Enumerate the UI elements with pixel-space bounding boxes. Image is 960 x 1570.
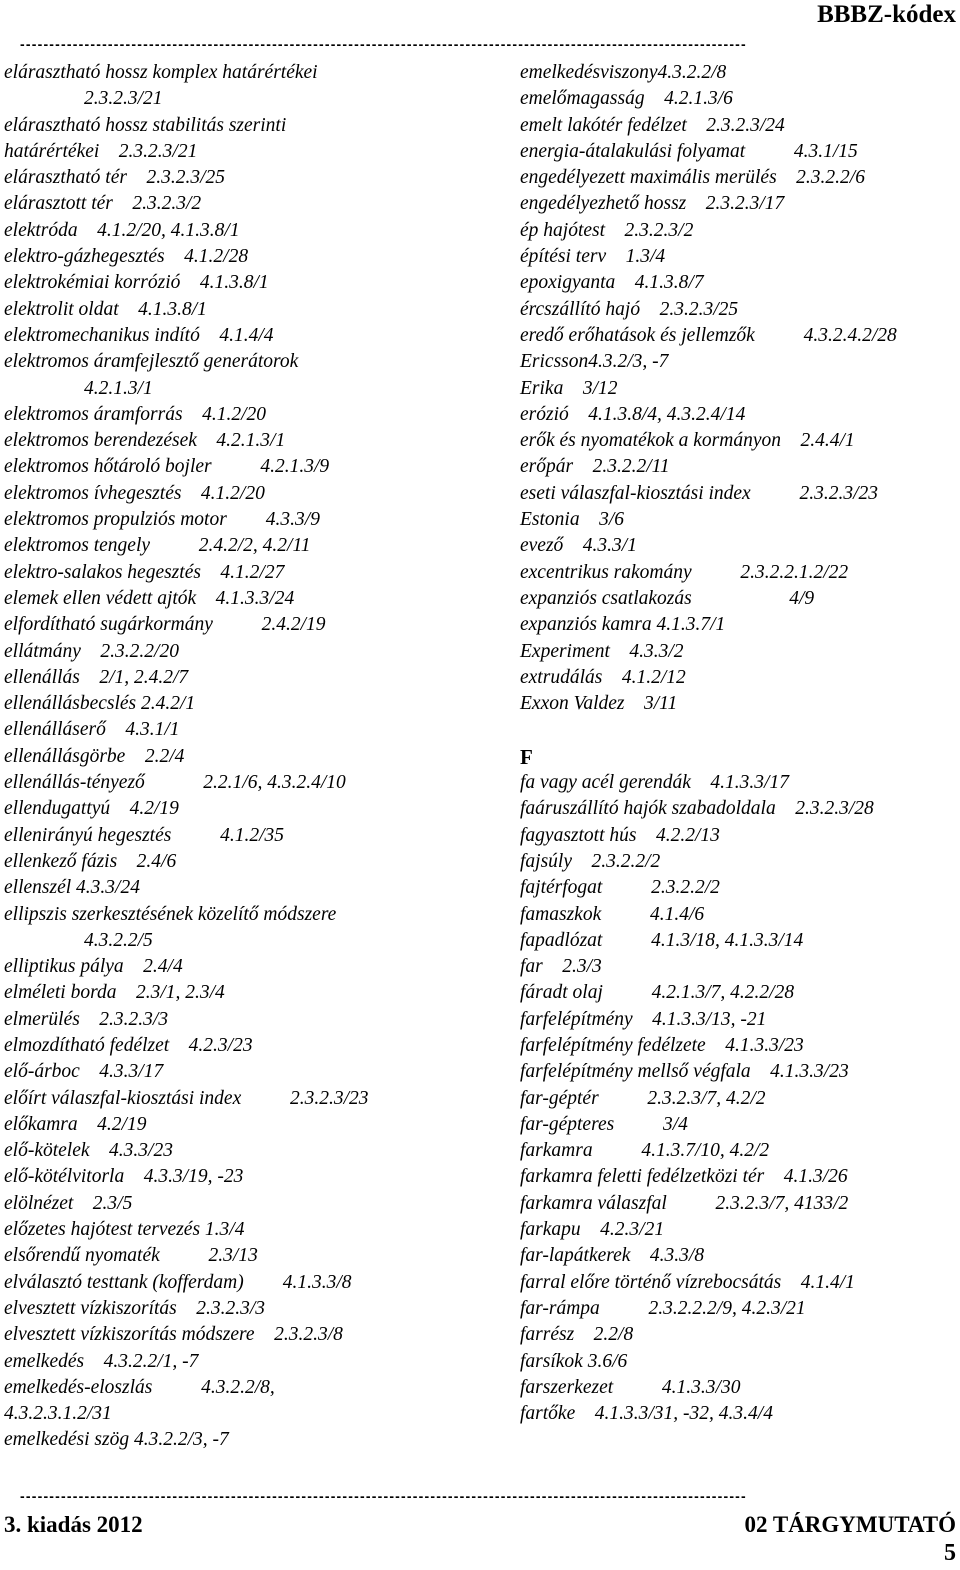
index-entry: emelkedési szög 4.3.2.2/3, -7: [4, 1429, 229, 1451]
index-entry: elektróda 4.1.2/20, 4.1.3.8/1: [4, 219, 240, 241]
index-entry: faáruszállító hajók szabadoldala 2.3.2.3/28: [520, 798, 874, 820]
index-entry: farfelépítmény 4.1.3.3/13, -21: [520, 1008, 767, 1030]
index-entry: fagyasztott hús 4.2.2/13: [520, 824, 720, 846]
index-entry: elliptikus pálya 2.4/4: [4, 956, 183, 978]
index-letter-heading: F: [520, 744, 533, 769]
index-entry: emelkedés-eloszlás 4.3.2.2/8,: [4, 1376, 275, 1398]
index-entry: előzetes hajótest tervezés 1.3/4: [4, 1219, 245, 1241]
index-entry: elektrolit oldat 4.1.3.8/1: [4, 298, 207, 320]
index-entry: elvesztett vízkiszorítás módszere 2.3.2.3/8: [4, 1324, 343, 1346]
index-entry: expanziós kamra 4.1.3.7/1: [520, 614, 726, 636]
index-entry: elmerülés 2.3.2.3/3: [4, 1008, 169, 1030]
index-entry: Estonia 3/6: [520, 509, 625, 531]
index-entry: fajtérfogat 2.3.2.2/2: [520, 877, 720, 899]
index-entry: farkamra válaszfal 2.3.2.3/7, 4133/2: [520, 1192, 849, 1214]
index-entry: fapadlózat 4.1.3/18, 4.1.3.3/14: [520, 929, 804, 951]
index-entry: elektromechanikus indító 4.1.4/4: [4, 324, 274, 346]
index-entry: extrudálás 4.1.2/12: [520, 666, 686, 688]
index-entry: farrész 2.2/8: [520, 1324, 634, 1346]
header-code: BBBZ-kódex: [817, 1, 956, 28]
index-entry: elméleti borda 2.3/1, 2.3/4: [4, 982, 225, 1004]
index-entry: elektromos propulziós motor 4.3.3/9: [4, 509, 320, 531]
index-entry: far 2.3/3: [520, 956, 602, 978]
index-entry: emelkedésviszony4.3.2.2/8: [520, 62, 727, 83]
index-entry: ép hajótest 2.3.2.3/2: [520, 219, 694, 241]
index-entry: elektromos áramforrás 4.1.2/20: [4, 403, 266, 425]
index-entry: engedélyezhető hossz 2.3.2.3/17: [520, 193, 785, 215]
index-entry: Erika 3/12: [520, 377, 618, 399]
index-entry: elő-kötelek 4.3.3/23: [4, 1140, 173, 1162]
index-entry: far-lapátkerek 4.3.3/8: [520, 1245, 705, 1267]
index-entry: elárasztható tér 2.3.2.3/25: [4, 167, 226, 189]
index-entry: eseti válaszfal-kiosztási index 2.3.2.3/23: [520, 482, 879, 504]
index-entry: előírt válaszfal-kiosztási index 2.3.2.3/23: [4, 1087, 369, 1109]
index-entry: emelőmagasság 4.2.1.3/6: [520, 88, 733, 110]
index-entry: Ericsson4.3.2/3, -7: [520, 351, 669, 373]
index-entry: elválasztó testtank (kofferdam) 4.1.3.3/8: [4, 1271, 352, 1293]
index-entry: elmozdítható fedélzet 4.2.3/23: [4, 1034, 253, 1056]
index-entry: elő-kötélvitorla 4.3.3/19, -23: [4, 1166, 244, 1188]
index-entry: farkamra feletti fedélzetközi tér 4.1.3/26: [520, 1166, 848, 1188]
index-entry: elárasztható hossz komplex határértékei: [4, 62, 318, 83]
index-entry: epoxigyanta 4.1.3.8/7: [520, 272, 704, 294]
index-entry: fáradt olaj 4.2.1.3/7, 4.2.2/28: [520, 982, 795, 1004]
index-entry: famaszkok 4.1.4/6: [520, 903, 705, 925]
index-entry: elektromos áramfejlesztő generátorok: [4, 351, 299, 373]
index-entry: ellenkező fázis 2.4/6: [4, 850, 177, 872]
index-entry: határértékei 2.3.2.3/21: [4, 140, 198, 162]
index-entry: ellenszél 4.3.3/24: [4, 877, 140, 899]
index-entry: ellenirányú hegesztés 4.1.2/35: [4, 824, 284, 846]
index-entry: fa vagy acél gerendák 4.1.3.3/17: [520, 772, 789, 794]
index-entry: far-gépteres 3/4: [520, 1113, 688, 1135]
index-entry: ellenálláserő 4.3.1/1: [4, 719, 180, 741]
index-entry: emelkedés 4.3.2.2/1, -7: [4, 1350, 199, 1372]
index-entry: farsíkok 3.6/6: [520, 1350, 628, 1372]
index-entry: előkamra 4.2/19: [4, 1113, 147, 1135]
index-entry: építési terv 1.3/4: [520, 246, 666, 268]
index-entry: Exxon Valdez 3/11: [520, 693, 678, 715]
index-entry: excentrikus rakomány 2.3.2.2.1.2/22: [520, 561, 849, 583]
index-entry: elektro-gázhegesztés 4.1.2/28: [4, 246, 249, 268]
index-entry: elemek ellen védett ajtók 4.1.3.3/24: [4, 587, 295, 609]
index-entry: expanziós csatlakozás 4/9: [520, 587, 815, 609]
page-number: 5: [944, 1540, 956, 1566]
index-entry: engedélyezett maximális merülés 2.3.2.2/6: [520, 167, 865, 189]
index-entry: ércszállító hajó 2.3.2.3/25: [520, 298, 739, 320]
index-entry: ellenállásgörbe 2.2/4: [4, 745, 185, 767]
index-entry: fajsúly 2.3.2.2/2: [520, 850, 661, 872]
index-entry: farfelépítmény fedélzete 4.1.3.3/23: [520, 1034, 804, 1056]
index-entry: farral előre történő vízrebocsátás 4.1.4/1: [520, 1271, 855, 1293]
index-entry: farszerkezet 4.1.3.3/30: [520, 1376, 741, 1398]
index-entry: elárasztott tér 2.3.2.3/2: [4, 193, 202, 215]
index-column-right: [520, 60, 956, 1427]
index-entry: elárasztható hossz stabilitás szerinti: [4, 114, 287, 136]
index-entry: ellenállásbecslés 2.4.2/1: [4, 693, 196, 715]
index-entry: elektrokémiai korrózió 4.1.3.8/1: [4, 272, 269, 294]
index-entry: 4.3.2.2/5: [84, 929, 153, 951]
index-entry: elölnézet 2.3/5: [4, 1192, 133, 1214]
index-entry: far-géptér 2.3.2.3/7, 4.2/2: [520, 1087, 766, 1109]
index-entry: ellipszis szerkesztésének közelítő módszere: [4, 903, 337, 925]
index-entry: eredő erőhatások és jellemzők 4.3.2.4.2/28: [520, 324, 897, 346]
index-entry: ellátmány 2.3.2.2/20: [4, 640, 179, 662]
index-entry: elsőrendű nyomaték 2.3/13: [4, 1245, 258, 1267]
index-entry: ellenállás-tényező 2.2.1/6, 4.3.2.4/10: [4, 772, 346, 794]
index-entry: erők és nyomatékok a kormányon 2.4.4/1: [520, 430, 855, 452]
index-entry: [520, 717, 956, 743]
index-entry: ellendugattyú 4.2/19: [4, 798, 179, 820]
header-rule: ----------------------------------------------------------------------------------------------------------------------------: [20, 38, 747, 50]
index-entry: energia-átalakulási folyamat 4.3.1/15: [520, 140, 858, 162]
index-entry: Experiment 4.3.3/2: [520, 640, 684, 662]
index-entry: erózió 4.1.3.8/4, 4.3.2.4/14: [520, 403, 746, 425]
section-label: 02 TÁRGYMUTATÓ: [744, 1512, 956, 1537]
index-entry: farfelépítmény mellső végfala 4.1.3.3/23: [520, 1061, 849, 1083]
index-entry: 4.2.1.3/1: [84, 377, 153, 399]
index-entry: elektro-salakos hegesztés 4.1.2/27: [4, 561, 285, 583]
index-entry: elektromos ívhegesztés 4.1.2/20: [4, 482, 265, 504]
index-entry: elektromos hőtároló bojler 4.2.1.3/9: [4, 456, 330, 478]
index-entry: 2.3.2.3/21: [84, 88, 163, 110]
index-entry: farkamra 4.1.3.7/10, 4.2/2: [520, 1140, 770, 1162]
index-entry: elő-árboc 4.3.3/17: [4, 1061, 164, 1083]
index-entry: fartőke 4.1.3.3/31, -32, 4.3.4/4: [520, 1403, 773, 1425]
index-entry: farkapu 4.2.3/21: [520, 1219, 665, 1241]
index-entry: 4.3.2.3.1.2/31: [4, 1403, 112, 1425]
edition-label: 3. kiadás 2012: [4, 1512, 143, 1537]
index-entry: ellenállás 2/1, 2.4.2/7: [4, 666, 189, 688]
index-entry: emelt lakótér fedélzet 2.3.2.3/24: [520, 114, 785, 136]
index-column-left: [4, 60, 504, 1454]
index-entry: far-rámpa 2.3.2.2.2/9, 4.2.3/21: [520, 1297, 806, 1319]
index-entry: erőpár 2.3.2.2/11: [520, 456, 670, 478]
index-entry: evező 4.3.3/1: [520, 535, 637, 557]
index-entry: elektromos tengely 2.4.2/2, 4.2/11: [4, 535, 311, 557]
index-entry: elektromos berendezések 4.2.1.3/1: [4, 430, 286, 452]
index-entry: elvesztett vízkiszorítás 2.3.2.3/3: [4, 1297, 266, 1319]
index-entry: elfordítható sugárkormány 2.4.2/19: [4, 614, 326, 636]
footer-rule: ----------------------------------------------------------------------------------------------------------------------------: [20, 1490, 747, 1502]
